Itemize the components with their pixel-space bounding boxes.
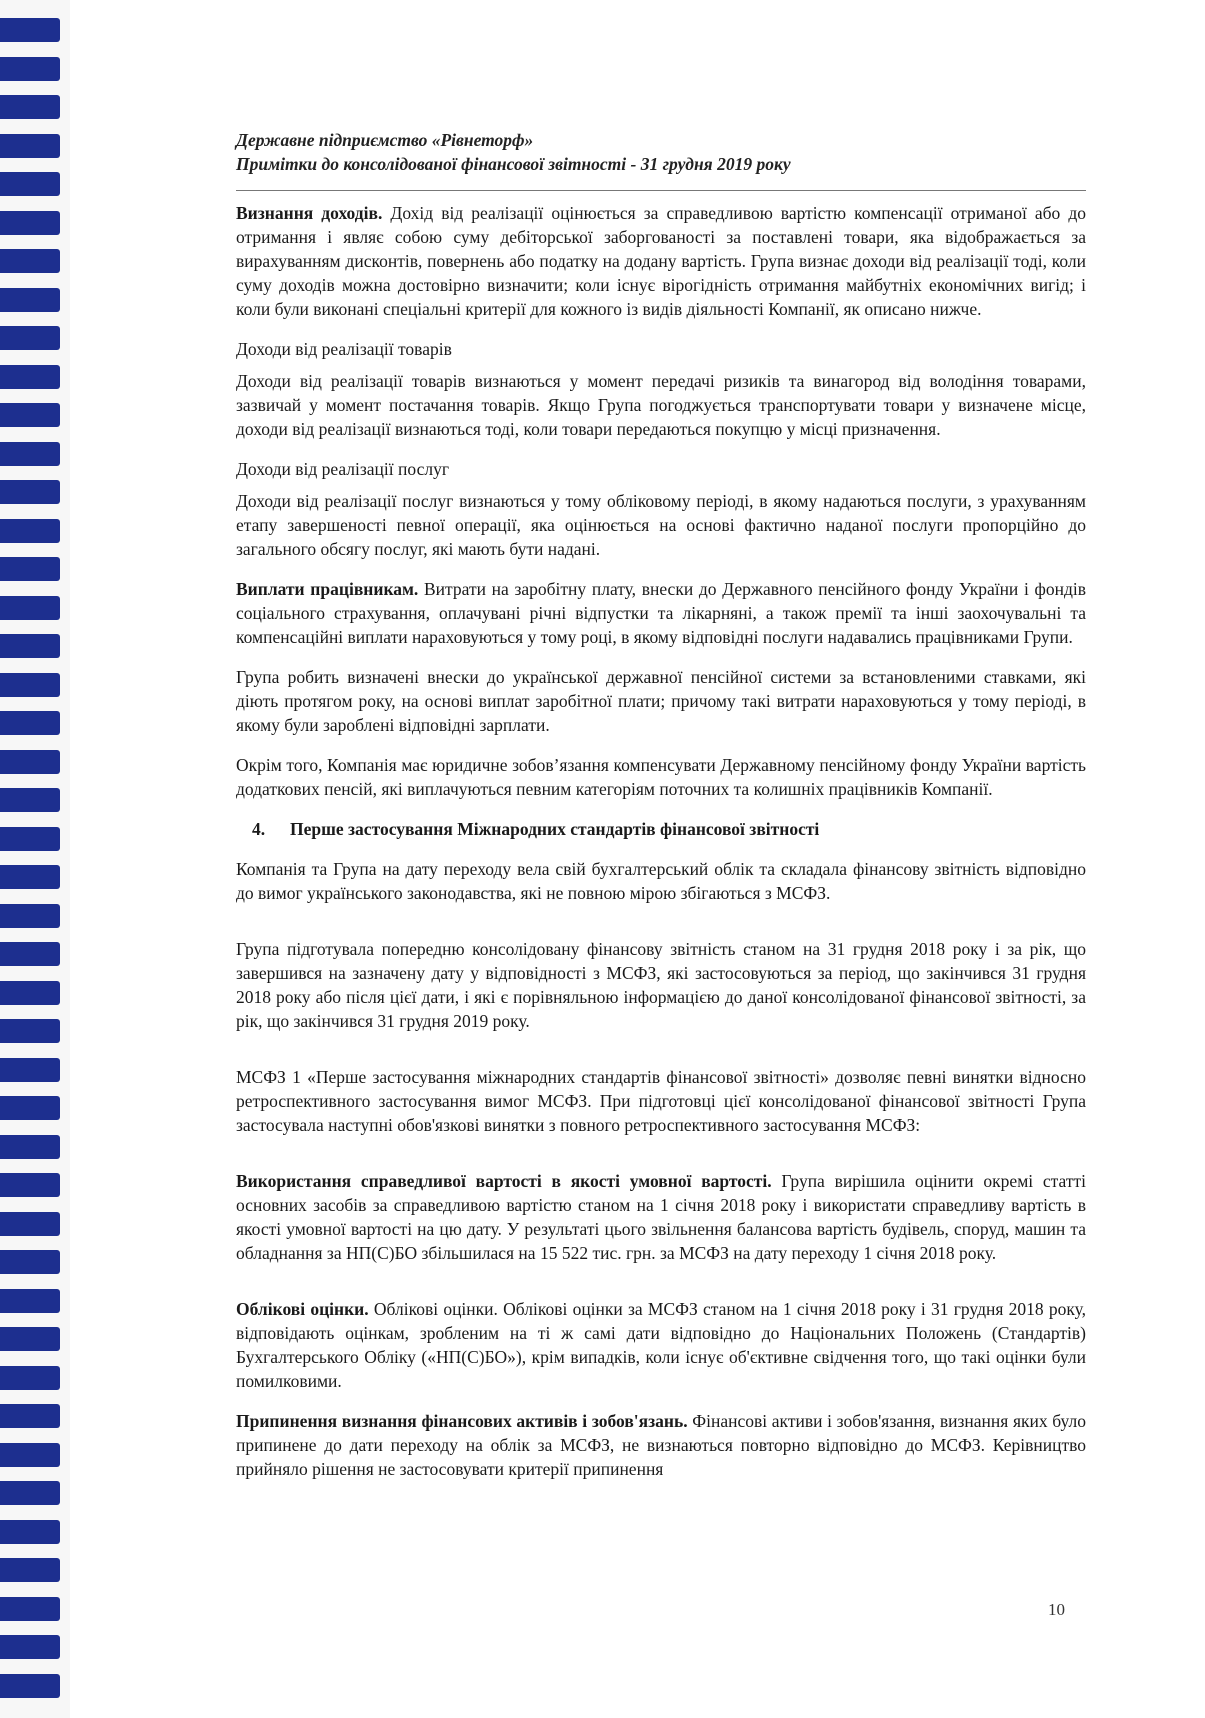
paragraph-text: Група робить визначені внески до української державної пенсійної системи за встановленими ставками, які діють протягом року, на основі виплат заробітної плати; причому такі витрати нараховуються у тому періоді, в якому були зароблені відповідні зарплати.	[236, 667, 1086, 735]
binding-ring	[0, 211, 60, 235]
binding-ring	[0, 1250, 60, 1274]
paragraph-goods-revenue	[236, 369, 1086, 441]
document-body	[236, 201, 1086, 1481]
paragraph-pension-contributions	[236, 665, 1086, 737]
binding-ring	[0, 365, 60, 389]
paragraph-lead: Припинення визнання фінансових активів і зобов'язань.	[236, 1411, 688, 1431]
paragraph-text: Група вирішила оцінити окремі статті основних засобів за справедливою вартістю станом на 1 січня 2018 року і використати справедливу вартість в якості умовної вартості на цю дату. У результаті цього звільнення балансова вартість будівель, споруд, машин та обладнання за НП(С)БО збільшилася на 15 522 тис. грн. за МСФЗ на дату переходу 1 січня 2018 року.	[236, 1171, 1087, 1263]
binding-ring	[0, 403, 60, 427]
subheading-services-revenue	[236, 457, 1086, 481]
paragraph-lead: Визнання доходів.	[236, 203, 383, 223]
binding-ring	[0, 1404, 60, 1428]
binding-ring	[0, 1674, 60, 1698]
binding-ring	[0, 134, 60, 158]
header-divider	[236, 190, 1086, 191]
paragraph-prior-statements	[236, 937, 1086, 1033]
company-name: Державне підприємство «Рівнеторф»	[236, 130, 534, 150]
binding-ring	[0, 1135, 60, 1159]
section-title: Перше застосування Міжнародних стандартів фінансової звітності	[290, 819, 820, 839]
binding-ring	[0, 827, 60, 851]
binding-ring	[0, 750, 60, 774]
binding-ring	[0, 442, 60, 466]
paragraph-pension-obligation	[236, 753, 1086, 801]
paragraph-text: Доходи від реалізації послуг	[236, 459, 449, 479]
binding-ring	[0, 1366, 60, 1390]
binding-ring	[0, 1096, 60, 1120]
paragraph-text: Дохід від реалізації оцінюється за справедливою вартістю компенсації отриманої або до отримання і являє собою суму дебіторської заборгованості за поставлені товари, яка відображається за вирахуванням дисконтів, повернень або податку на додану вартість. Група визнає доходи від реалізації тоді, коли суму доходів можна достовірно визначити; коли існує вірогідність отримання майбутніх економічних вигід; і коли були виконані спеціальні критерії для кожного із видів діяльності Компанії, як описано нижче.	[236, 203, 1086, 319]
binding-ring	[0, 1173, 60, 1197]
binding-ring	[0, 519, 60, 543]
paragraph-text: МСФЗ 1 «Перше застосування міжнародних стандартів фінансової звітності» дозволяє певні винятки відносно ретроспективного застосування вимог МСФЗ. При підготовці цієї консолідованої фінансової звітності Група застосувала наступні обов'язкові винятки з повного ретроспективного застосування МСФЗ:	[236, 1067, 1086, 1135]
binding-ring	[0, 1520, 60, 1544]
paragraph-text: Доходи від реалізації послуг визнаються у тому обліковому періоді, в якому надаються послуги, з урахуванням етапу завершеності певної операції, яка оцінюється на основі фактично наданої послуги пропорційно до загального обсягу послуг, які мають бути надані.	[236, 491, 1086, 559]
paragraph-text: Окрім того, Компанія має юридичне зобов’язання компенсувати Державному пенсійному фонду України вартість додаткових пенсій, які виплачуються певним категоріям поточних та колишніх працівників Компанії.	[236, 755, 1086, 799]
binding-ring	[0, 57, 60, 81]
binding-ring	[0, 288, 60, 312]
binding-ring	[0, 172, 60, 196]
paragraph-text: Компанія та Група на дату переходу вела свій бухгалтерський облік та складала фінансову звітність відповідно до вимог українського законодавства, які не повною мірою збігаються з МСФЗ.	[236, 859, 1086, 903]
paragraph-services-revenue	[236, 489, 1086, 561]
spiral-binding	[0, 0, 70, 1718]
section-number: 4.	[252, 819, 266, 839]
binding-ring	[0, 942, 60, 966]
page-number: 10	[1048, 1600, 1065, 1619]
binding-ring	[0, 1327, 60, 1351]
subheading-goods-revenue	[236, 337, 1086, 361]
binding-ring	[0, 981, 60, 1005]
binding-ring	[0, 1597, 60, 1621]
binding-ring	[0, 865, 60, 889]
binding-ring	[0, 1212, 60, 1236]
binding-ring	[0, 904, 60, 928]
binding-ring	[0, 326, 60, 350]
document-page	[236, 128, 1086, 1497]
binding-ring	[0, 557, 60, 581]
paragraph-derecognition	[236, 1409, 1086, 1481]
binding-ring	[0, 1481, 60, 1505]
paragraph-deemed-cost	[236, 1169, 1086, 1265]
binding-ring	[0, 1058, 60, 1082]
paragraph-text: Фінансові активи і зобов'язання, визнання яких було припинене до дати переходу на облік за МСФЗ, не визнаються повторно відповідно до МСФЗ. Керівництво прийняло рішення не застосовувати критерії припинення	[236, 1411, 1086, 1479]
paragraph-lead: Облікові оцінки.	[236, 1299, 369, 1319]
paragraph-text: Облікові оцінки. Облікові оцінки за МСФЗ станом на 1 січня 2018 року і 31 грудня 2018 року, відповідають оцінкам, зробленим на ті ж самі дати відповідно до Національних Положень (Стандартів) Бухгалтерського Обліку («НП(С)БО»), крім випадків, коли існує об'єктивне свідчення того, що такі оцінки були помилковими.	[236, 1299, 1087, 1391]
binding-ring	[0, 1443, 60, 1467]
paragraph-employee-benefits	[236, 577, 1086, 649]
binding-ring	[0, 18, 60, 42]
binding-ring	[0, 1019, 60, 1043]
binding-ring	[0, 788, 60, 812]
binding-ring	[0, 480, 60, 504]
section-heading-first-adoption	[236, 817, 1086, 841]
binding-ring	[0, 673, 60, 697]
binding-ring	[0, 249, 60, 273]
paragraph-text: Група підготувала попередню консолідовану фінансову звітність станом на 31 грудня 2018 року і за рік, що завершився на зазначену дату у відповідності з МСФЗ, які застосовуються за період, що закінчився 31 грудня 2018 року або після цієї дати, і які є порівняльною інформацією до даної консолідованої фінансової звітності, за рік, що закінчився 31 грудня 2019 року.	[236, 939, 1086, 1031]
paragraph-accounting-basis	[236, 857, 1086, 905]
paragraph-text: Доходи від реалізації товарів	[236, 339, 452, 359]
paragraph-revenue-recognition	[236, 201, 1086, 321]
paragraph-text: Витрати на заробітну плату, внески до Державного пенсійного фонду України і фондів соціального страхування, оплачувані річні відпустки та лікарняні, а також премії та інші заохочувальні та компенсаційні виплати нараховуються у тому році, в якому відповідні послуги надавались працівниками Групи.	[236, 579, 1087, 647]
paragraph-estimates	[236, 1297, 1086, 1393]
binding-ring	[0, 1558, 60, 1582]
paragraph-ifrs1-exemptions	[236, 1065, 1086, 1137]
paragraph-text: Доходи від реалізації товарів визнаються у момент передачі ризиків та винагород від володіння товарами, зазвичай у момент постачання товарів. Якщо Група погоджується транспортувати товари у визначене місце, доходи від реалізації визнаються тоді, коли товари передаються покупцю у місці призначення.	[236, 371, 1086, 439]
paragraph-lead: Виплати працівникам.	[236, 579, 419, 599]
binding-ring	[0, 1635, 60, 1659]
paragraph-lead: Використання справедливої вартості в якості умовної вартості.	[236, 1171, 772, 1191]
binding-ring	[0, 1289, 60, 1313]
binding-ring	[0, 711, 60, 735]
binding-ring	[0, 596, 60, 620]
binding-ring	[0, 95, 60, 119]
document-subtitle: Примітки до консолідованої фінансової звітності - 31 грудня 2019 року	[236, 154, 791, 174]
binding-ring	[0, 634, 60, 658]
